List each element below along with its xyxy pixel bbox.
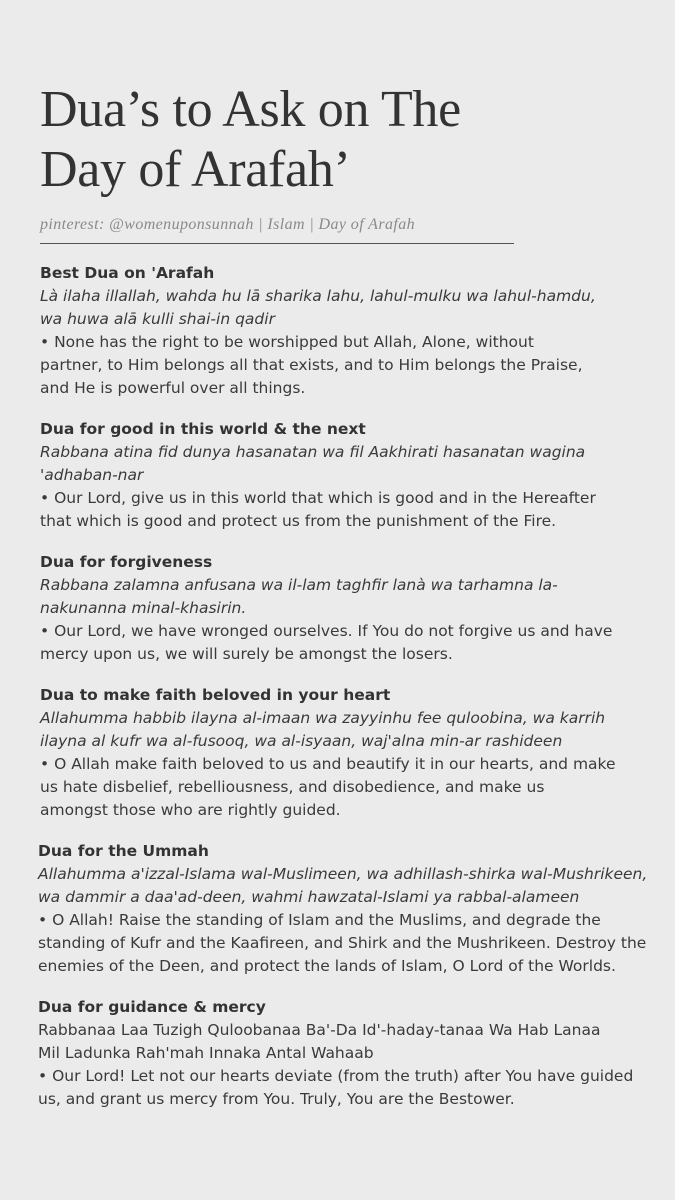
dua-heading: Dua for the Ummah xyxy=(38,842,209,860)
dua-transliteration xyxy=(40,441,650,487)
transliteration-line: Là ilaha illallah, wahda hu lā sharika lahu, lahul-mulku wa lahul-hamdu, xyxy=(40,287,596,305)
translation-line: • Our Lord, give us in this world that which is good and in the Hereafter xyxy=(40,489,596,507)
transliteration-line: 'adhaban-nar xyxy=(40,466,144,484)
title-line-1: Dua’s to Ask on The xyxy=(40,81,461,138)
source-credit: pinterest: @womenuponsunnah | Islam | Day of Arafah xyxy=(40,216,416,233)
translation-line: that which is good and protect us from the punishment of the Fire. xyxy=(40,512,557,530)
transliteration-line: Rabbanaa Laa Tuzigh Quloobanaa Ba'-Da Id'-haday-tanaa Wa Hab Lanaa xyxy=(38,1021,601,1039)
dua-translation xyxy=(40,331,650,400)
transliteration-line: Allahumma habbib ilayna al-imaan wa zayyinhu fee quloobina, wa karrih xyxy=(40,709,606,727)
dua-section-ummah xyxy=(38,840,650,978)
translation-line: • None has the right to be worshipped but Allah, Alone, without xyxy=(40,333,534,351)
transliteration-line: Mil Ladunka Rah'mah Innaka Antal Wahaab xyxy=(38,1044,374,1062)
divider xyxy=(40,243,514,244)
dua-translation xyxy=(38,1065,650,1111)
translation-line: • Our Lord! Let not our hearts deviate (from the truth) after You have guided xyxy=(38,1067,634,1085)
dua-section-best-dua xyxy=(40,262,650,400)
translation-line: us, and grant us mercy from You. Truly, You are the Bestower. xyxy=(38,1090,515,1108)
dua-section-good-world xyxy=(40,418,650,533)
page xyxy=(40,80,650,1129)
dua-heading: Dua for forgiveness xyxy=(40,553,213,571)
translation-line: amongst those who are rightly guided. xyxy=(40,801,341,819)
transliteration-line: wa dammir a daa'ad-deen, wahmi hawzatal-Islami ya rabbal-alameen xyxy=(38,888,580,906)
translation-line: us hate disbelief, rebelliousness, and disobedience, and make us xyxy=(40,778,545,796)
page-title xyxy=(40,80,650,200)
translation-line: partner, to Him belongs all that exists, and to Him belongs the Praise, xyxy=(40,356,583,374)
translation-line: enemies of the Deen, and protect the lands of Islam, O Lord of the Worlds. xyxy=(38,957,616,975)
translation-line: • O Allah! Raise the standing of Islam and the Muslims, and degrade the xyxy=(38,911,601,929)
transliteration-line: Allahumma a'izzal-Islama wal-Muslimeen, wa adhillash-shirka wal-Mushrikeen, xyxy=(38,865,648,883)
dua-heading: Dua for guidance & mercy xyxy=(38,998,266,1016)
dua-heading: Dua for good in this world & the next xyxy=(40,420,366,438)
translation-line: • Our Lord, we have wronged ourselves. If You do not forgive us and have xyxy=(40,622,613,640)
dua-heading: Dua to make faith beloved in your heart xyxy=(40,686,391,704)
dua-section-faith xyxy=(40,684,650,822)
transliteration-line: Rabbana atina fid dunya hasanatan wa fil Aakhirati hasanatan wagina xyxy=(40,443,586,461)
title-line-2: Day of Arafah’ xyxy=(40,141,351,198)
transliteration-line: wa huwa alā kulli shai-in qadir xyxy=(40,310,275,328)
dua-section-guidance xyxy=(38,996,650,1111)
dua-heading: Best Dua on 'Arafah xyxy=(40,264,215,282)
dua-transliteration xyxy=(40,285,650,331)
dua-transliteration xyxy=(40,574,650,620)
dua-translation xyxy=(40,753,650,822)
translation-line: standing of Kufr and the Kaafireen, and Shirk and the Mushrikeen. Destroy the xyxy=(38,934,647,952)
dua-translation xyxy=(40,487,650,533)
dua-list xyxy=(40,262,650,1111)
translation-line: • O Allah make faith beloved to us and beautify it in our hearts, and make xyxy=(40,755,616,773)
dua-transliteration xyxy=(40,707,650,753)
dua-transliteration xyxy=(38,863,650,909)
transliteration-line: Rabbana zalamna anfusana wa il-lam taghfir lanà wa tarhamna la- xyxy=(40,576,558,594)
dua-section-forgiveness xyxy=(40,551,650,666)
translation-line: and He is powerful over all things. xyxy=(40,379,306,397)
transliteration-line: ilayna al kufr wa al-fusooq, wa al-isyaan, waj'alna min-ar rashideen xyxy=(40,732,563,750)
translation-line: mercy upon us, we will surely be amongst the losers. xyxy=(40,645,453,663)
dua-transliteration xyxy=(38,1019,650,1065)
dua-translation xyxy=(38,909,650,978)
dua-translation xyxy=(40,620,650,666)
transliteration-line: nakunanna minal-khasirin. xyxy=(40,599,247,617)
